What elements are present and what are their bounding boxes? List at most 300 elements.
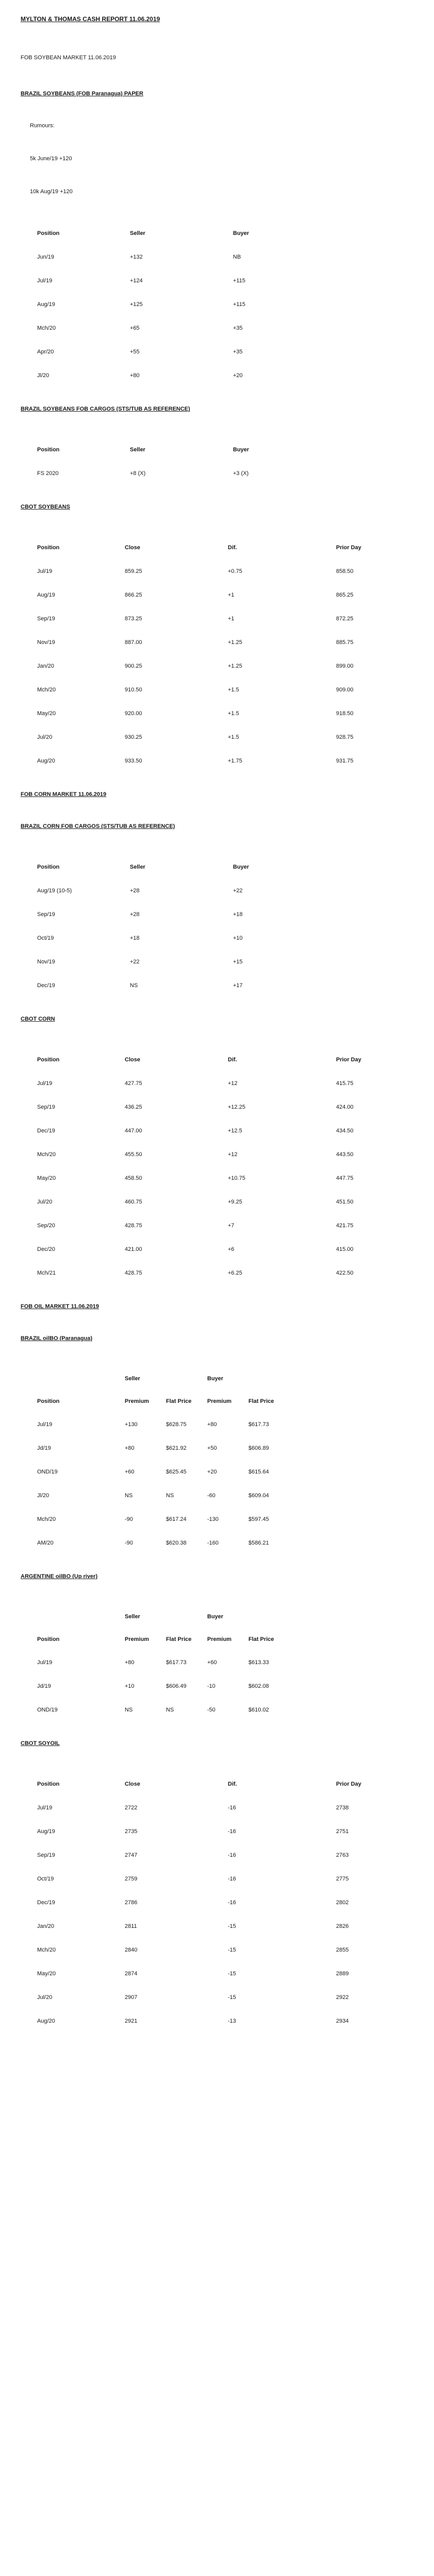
- cell: $606.89: [248, 1445, 269, 1451]
- cbot-soybeans-section: [21, 504, 413, 773]
- table-row: [37, 1095, 419, 1119]
- cell: 2722: [125, 1805, 138, 1811]
- cell: Jul/19: [37, 568, 53, 574]
- empty-cell: [336, 293, 419, 316]
- table-row: [37, 1796, 419, 1820]
- cell: +60: [125, 1469, 135, 1475]
- cell: 2921: [125, 2018, 138, 2024]
- col-header-premium: Premium: [207, 1398, 232, 1404]
- cell: Jd/19: [37, 1445, 51, 1451]
- table-row: [37, 1214, 419, 1238]
- col-header: Seller: [130, 447, 145, 453]
- brazil-soy-cargos-table: [37, 438, 419, 485]
- cell: Sep/19: [37, 1852, 55, 1858]
- cell: $628.75: [166, 1421, 187, 1428]
- cell: Mch/20: [37, 1516, 56, 1522]
- cell: Mch/20: [37, 1151, 56, 1158]
- cell: +125: [130, 301, 143, 308]
- table-row: [37, 1238, 419, 1261]
- cell: -90: [125, 1516, 133, 1522]
- argentine-oil-title: ARGENTINE oilBO (Up river): [21, 1573, 98, 1580]
- table-subheader-row: [37, 1390, 290, 1413]
- cell: +1.25: [228, 639, 242, 646]
- cell: Jul/19: [37, 1080, 53, 1087]
- cell: -160: [207, 1540, 219, 1546]
- cell: $615.64: [248, 1469, 269, 1475]
- table-header-row: [37, 536, 419, 560]
- cell: 887.00: [125, 639, 142, 646]
- cell: Mch/20: [37, 1947, 56, 1953]
- cell: 428.75: [125, 1223, 142, 1229]
- cell: +55: [130, 349, 140, 355]
- cell: 428.75: [125, 1270, 142, 1276]
- cell: Dec/20: [37, 1246, 55, 1252]
- table-header-row: [37, 1367, 290, 1390]
- col-header: Position: [37, 545, 60, 551]
- cell: Nov/19: [37, 959, 55, 965]
- col-header: Position: [37, 1781, 60, 1787]
- cell: Aug/20: [37, 2018, 55, 2024]
- table-row: [37, 1891, 419, 1914]
- table-row: [37, 1674, 290, 1698]
- table-row: [37, 1484, 290, 1507]
- cell: +35: [233, 349, 243, 355]
- cell: 2763: [336, 1852, 349, 1858]
- table-row: [37, 1698, 290, 1722]
- cell: -16: [228, 1852, 236, 1858]
- cell: 2751: [336, 1828, 349, 1835]
- cell: 427.75: [125, 1080, 142, 1087]
- cell: +7: [228, 1223, 235, 1229]
- cell: Sep/19: [37, 911, 55, 918]
- table-row: [37, 926, 419, 950]
- cell: +124: [130, 278, 143, 284]
- col-header-premium: Premium: [207, 1636, 232, 1642]
- rumours-label: Rumours:: [30, 123, 55, 129]
- cell: 2934: [336, 2018, 349, 2024]
- cell: +12.25: [228, 1104, 245, 1110]
- cell: 455.50: [125, 1151, 142, 1158]
- cell: Jul/19: [37, 1659, 53, 1666]
- cell: $621.92: [166, 1445, 187, 1451]
- cell: +10: [125, 1683, 135, 1689]
- cbot-corn-table: [37, 1048, 419, 1285]
- cell: AM/20: [37, 1540, 54, 1546]
- cell: +12: [228, 1151, 238, 1158]
- cell: $602.08: [248, 1683, 269, 1689]
- fob-corn-market-heading: FOB CORN MARKET 11.06.2019: [21, 791, 107, 798]
- brazil-corn-cargos-table: [37, 855, 419, 997]
- cell: Mch/20: [37, 687, 56, 693]
- cbot-oil-section: [21, 1740, 413, 2033]
- empty-cell: [336, 926, 419, 950]
- cell: 931.75: [336, 758, 354, 764]
- empty-cell: [37, 1367, 125, 1390]
- cell: +65: [130, 325, 140, 331]
- table-row: [37, 1436, 290, 1460]
- brazil-soy-cargos-title: BRAZIL SOYBEANS FOB CARGOS (STS/TUB AS REFERENCE): [21, 406, 190, 412]
- cell: -60: [207, 1493, 215, 1499]
- cell: 447.00: [125, 1128, 142, 1134]
- cell: NS: [166, 1493, 174, 1499]
- cell: 434.50: [336, 1128, 354, 1134]
- cell: May/20: [37, 1175, 56, 1181]
- table-header-row: [37, 438, 419, 462]
- table-row: [37, 725, 419, 749]
- table-row: [37, 903, 419, 926]
- col-header-position: Position: [37, 1636, 60, 1642]
- col-header-flat-price: Flat Price: [166, 1398, 192, 1404]
- cell: Jul/20: [37, 1199, 53, 1205]
- brazil-corn-cargos-title: BRAZIL CORN FOB CARGOS (STS/TUB AS REFERENCE): [21, 823, 175, 829]
- cell: +22: [130, 959, 140, 965]
- cell: +12.5: [228, 1128, 242, 1134]
- table-row: [37, 364, 419, 387]
- table-subheader-row: [37, 1628, 290, 1651]
- cell: +20: [207, 1469, 217, 1475]
- fob-soybean-market-heading: FOB SOYBEAN MARKET 11.06.2019: [21, 55, 116, 61]
- cell: 900.25: [125, 663, 142, 669]
- cell: 436.25: [125, 1104, 142, 1110]
- argentine-oil-table: [37, 1605, 290, 1722]
- brazil-soy-cargos-section: [21, 406, 413, 485]
- empty-cell: [336, 903, 419, 926]
- rumours-box: [21, 123, 413, 195]
- cell: -15: [228, 1971, 236, 1977]
- cell: -16: [228, 1828, 236, 1835]
- cell: +6: [228, 1246, 235, 1252]
- cell: 910.50: [125, 687, 142, 693]
- table-row: [37, 1460, 290, 1484]
- table-header-row: [37, 1772, 419, 1796]
- cell: 2738: [336, 1805, 349, 1811]
- cell: Sep/19: [37, 1104, 55, 1110]
- table-row: [37, 583, 419, 607]
- table-row: [37, 950, 419, 974]
- cell: Aug/19: [37, 1828, 55, 1835]
- table-row: [37, 1507, 290, 1531]
- cell: 899.00: [336, 663, 354, 669]
- cell: +22: [233, 888, 243, 894]
- cell: Jul/20: [37, 734, 53, 740]
- cell: +80: [130, 372, 140, 379]
- table-row: [37, 702, 419, 725]
- cell: 2747: [125, 1852, 138, 1858]
- cell: FS 2020: [37, 470, 59, 477]
- cell: +1: [228, 592, 235, 598]
- cell: 2922: [336, 1994, 349, 2001]
- cell: OND/19: [37, 1469, 58, 1475]
- cell: 909.00: [336, 687, 354, 693]
- cell: +1.25: [228, 663, 242, 669]
- cell: +80: [125, 1659, 135, 1666]
- cbot-oil-title: CBOT SOYOIL: [21, 1740, 60, 1747]
- cell: 2889: [336, 1971, 349, 1977]
- cell: +130: [125, 1421, 138, 1428]
- cell: Jl/20: [37, 1493, 49, 1499]
- cell: Dec/19: [37, 1900, 55, 1906]
- empty-cell: [336, 855, 419, 879]
- cell: 933.50: [125, 758, 142, 764]
- cbot-corn-title: CBOT CORN: [21, 1016, 55, 1022]
- table-row: [37, 749, 419, 773]
- cell: NB: [233, 254, 241, 260]
- cell: 424.00: [336, 1104, 354, 1110]
- table-row: [37, 1914, 419, 1938]
- table-row: [37, 1261, 419, 1285]
- cell: -10: [207, 1683, 215, 1689]
- table-row: [37, 1986, 419, 2009]
- cell: 2840: [125, 1947, 138, 1953]
- argentine-oil-section: [21, 1573, 413, 1722]
- cell: 920.00: [125, 710, 142, 717]
- cell: $610.02: [248, 1707, 269, 1713]
- cell: 928.75: [336, 734, 354, 740]
- cell: 873.25: [125, 616, 142, 622]
- cell: 859.25: [125, 568, 142, 574]
- table-row: [37, 1143, 419, 1166]
- cell: 918.50: [336, 710, 354, 717]
- cell: $620.38: [166, 1540, 187, 1546]
- cell: 458.50: [125, 1175, 142, 1181]
- table-row: [37, 560, 419, 583]
- col-header-flat-price: Flat Price: [166, 1636, 192, 1642]
- cell: 865.25: [336, 592, 354, 598]
- cell: 447.75: [336, 1175, 354, 1181]
- cell: +17: [233, 982, 243, 989]
- cell: -15: [228, 1994, 236, 2001]
- cell: +1.5: [228, 710, 239, 717]
- cell: $613.33: [248, 1659, 269, 1666]
- cell: -15: [228, 1947, 236, 1953]
- cell: $597.45: [248, 1516, 269, 1522]
- fob-oil-market-heading: FOB OIL MARKET 11.06.2019: [21, 1303, 99, 1310]
- cell: +80: [207, 1421, 217, 1428]
- cell: Jul/19: [37, 1805, 53, 1811]
- cbot-soybeans-table: [37, 536, 419, 773]
- table-row: [37, 462, 419, 485]
- empty-cell: [336, 316, 419, 340]
- table-row: [37, 1867, 419, 1891]
- empty-cell: [336, 245, 419, 269]
- cell: 930.25: [125, 734, 142, 740]
- cbot-soybeans-title: CBOT SOYBEANS: [21, 504, 70, 510]
- col-header: Prior Day: [336, 1057, 361, 1063]
- cell: 858.50: [336, 568, 354, 574]
- cell: +8 (X): [130, 470, 146, 477]
- col-header: Position: [37, 864, 60, 870]
- cell: 2855: [336, 1947, 349, 1953]
- col-header-premium: Premium: [125, 1398, 149, 1404]
- col-header: Buyer: [233, 230, 249, 236]
- col-header: Position: [37, 1057, 60, 1063]
- cell: Jan/20: [37, 663, 55, 669]
- cell: +15: [233, 959, 243, 965]
- cell: 421.00: [125, 1246, 142, 1252]
- table-row: [37, 1190, 419, 1214]
- cell: Aug/19 (10-5): [37, 888, 72, 894]
- table-row: [37, 2009, 419, 2033]
- col-header-position: Position: [37, 1398, 60, 1404]
- cell: Aug/20: [37, 758, 55, 764]
- col-header: Close: [125, 1781, 140, 1787]
- cell: +3 (X): [233, 470, 249, 477]
- cell: May/20: [37, 710, 56, 717]
- cell: +50: [207, 1445, 217, 1451]
- cell: Aug/19: [37, 592, 55, 598]
- cell: Mch/20: [37, 325, 56, 331]
- col-header-seller: Seller: [125, 1376, 140, 1382]
- table-row: [37, 293, 419, 316]
- cell: 872.25: [336, 616, 354, 622]
- cell: 2786: [125, 1900, 138, 1906]
- col-header-buyer: Buyer: [207, 1376, 224, 1382]
- cell: Jan/20: [37, 1923, 55, 1929]
- cell: Jul/20: [37, 1994, 53, 2001]
- cell: Aug/19: [37, 301, 55, 308]
- table-header-row: [37, 1048, 419, 1072]
- cell: Nov/19: [37, 639, 55, 646]
- table-row: [37, 316, 419, 340]
- cell: $609.04: [248, 1493, 269, 1499]
- cell: +80: [125, 1445, 135, 1451]
- cell: NS: [125, 1493, 133, 1499]
- cell: NS: [166, 1707, 174, 1713]
- cell: $586.21: [248, 1540, 269, 1546]
- table-row: [37, 879, 419, 903]
- cell: -90: [125, 1540, 133, 1546]
- cell: Dec/19: [37, 1128, 55, 1134]
- cell: +115: [233, 278, 245, 284]
- col-header: Close: [125, 1057, 140, 1063]
- cell: Oct/19: [37, 1876, 54, 1882]
- cell: -16: [228, 1876, 236, 1882]
- brazil-oil-title: BRAZIL oilBO (Paranagua): [21, 1335, 93, 1342]
- empty-cell: [336, 879, 419, 903]
- col-header-flat-price: Flat Price: [248, 1398, 274, 1404]
- cell: $606.49: [166, 1683, 187, 1689]
- table-header-row: [37, 855, 419, 879]
- cell: 415.75: [336, 1080, 354, 1087]
- cell: 2826: [336, 1923, 349, 1929]
- cell: 451.50: [336, 1199, 354, 1205]
- cell: +1.75: [228, 758, 242, 764]
- cell: 2735: [125, 1828, 138, 1835]
- table-row: [37, 631, 419, 654]
- cell: Sep/20: [37, 1223, 55, 1229]
- cell: Jul/19: [37, 278, 53, 284]
- table-header-row: [37, 222, 419, 245]
- col-header-flat-price: Flat Price: [248, 1636, 274, 1642]
- empty-cell: [336, 462, 419, 485]
- cell: Jun/19: [37, 254, 55, 260]
- table-row: [37, 1938, 419, 1962]
- cbot-corn-section: [21, 1016, 413, 1285]
- cell: +6.25: [228, 1270, 242, 1276]
- cell: 2775: [336, 1876, 349, 1882]
- col-header: Position: [37, 230, 60, 236]
- table-row: [37, 1843, 419, 1867]
- cell: $617.73: [248, 1421, 269, 1428]
- cell: -130: [207, 1516, 219, 1522]
- brazil-oil-table: [37, 1367, 290, 1555]
- empty-cell: [336, 222, 419, 245]
- empty-cell: [336, 364, 419, 387]
- cell: 2874: [125, 1971, 138, 1977]
- cell: +18: [130, 935, 140, 941]
- brazil-soy-paper-table: [37, 222, 419, 387]
- cell: +1.5: [228, 734, 239, 740]
- brazil-oil-section: [21, 1335, 413, 1555]
- empty-cell: [336, 340, 419, 364]
- col-header-buyer: Buyer: [207, 1614, 224, 1620]
- cell: +18: [233, 911, 243, 918]
- cell: 415.00: [336, 1246, 354, 1252]
- rumour-line: 10k Aug/19 +120: [30, 189, 73, 195]
- table-row: [37, 974, 419, 997]
- report-title: MYLTON & THOMAS CASH REPORT 11.06.2019: [21, 15, 160, 23]
- cell: Jl/20: [37, 372, 49, 379]
- cell: +1.5: [228, 687, 239, 693]
- cell: May/20: [37, 1971, 56, 1977]
- cell: Dec/19: [37, 982, 55, 989]
- cell: -16: [228, 1900, 236, 1906]
- table-row: [37, 1166, 419, 1190]
- cell: +35: [233, 325, 243, 331]
- cell: NS: [130, 982, 138, 989]
- empty-cell: [336, 269, 419, 293]
- col-header: Close: [125, 545, 140, 551]
- cell: -16: [228, 1805, 236, 1811]
- empty-cell: [336, 950, 419, 974]
- col-header: Prior Day: [336, 545, 361, 551]
- col-header: Dif.: [228, 1057, 237, 1063]
- cell: Jd/19: [37, 1683, 51, 1689]
- col-header: Buyer: [233, 447, 249, 453]
- table-row: [37, 1119, 419, 1143]
- col-header: Buyer: [233, 864, 249, 870]
- table-row: [37, 1820, 419, 1843]
- cell: 421.75: [336, 1223, 354, 1229]
- cell: +9.25: [228, 1199, 242, 1205]
- cell: +60: [207, 1659, 217, 1666]
- cell: +0.75: [228, 568, 242, 574]
- cell: +115: [233, 301, 245, 308]
- cell: 2759: [125, 1876, 138, 1882]
- col-header: Dif.: [228, 1781, 237, 1787]
- cell: Apr/20: [37, 349, 54, 355]
- brazil-corn-cargos-section: [21, 823, 413, 997]
- empty-cell: [336, 438, 419, 462]
- table-row: [37, 245, 419, 269]
- table-row: [37, 340, 419, 364]
- cell: +1: [228, 616, 235, 622]
- cell: 2811: [125, 1923, 137, 1929]
- cell: -50: [207, 1707, 215, 1713]
- empty-cell: [336, 974, 419, 997]
- table-row: [37, 678, 419, 702]
- cell: 460.75: [125, 1199, 142, 1205]
- cell: -15: [228, 1923, 236, 1929]
- cell: 2907: [125, 1994, 138, 2001]
- cell: $617.73: [166, 1659, 187, 1666]
- cell: Jul/19: [37, 1421, 53, 1428]
- col-header: Seller: [130, 864, 145, 870]
- table-header-row: [37, 1605, 290, 1628]
- cell: $617.24: [166, 1516, 187, 1522]
- table-row: [37, 1531, 290, 1555]
- cell: Mch/21: [37, 1270, 56, 1276]
